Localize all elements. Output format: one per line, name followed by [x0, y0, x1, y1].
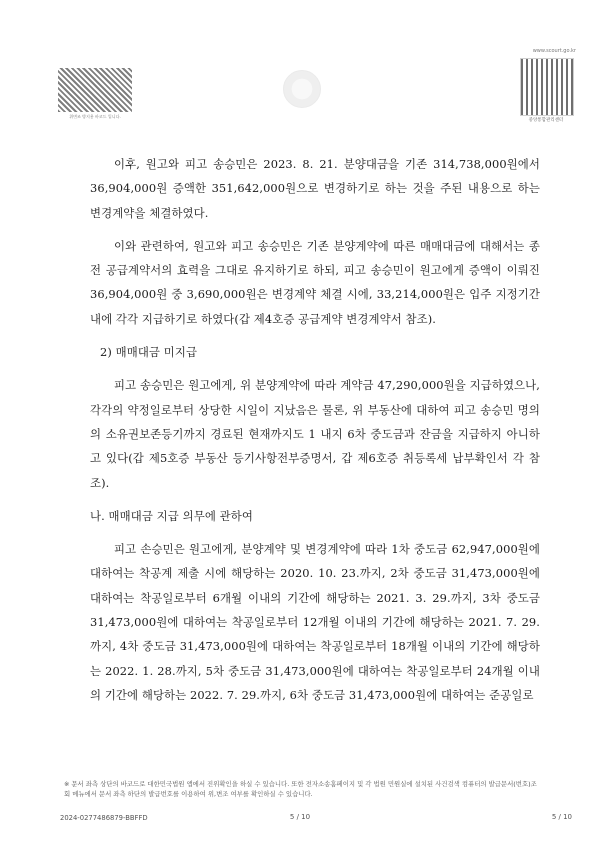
issue-number: 2024-0277486879-BBFFD [60, 814, 148, 822]
paragraph-installments: 피고 손승민은 원고에게, 분양계약 및 변경계약에 따라 1차 중도금 62,947,000원에 대하여는 착공계 제출 시에 해당하는 2020. 10. 23.까지, 2차 중도금 31,473,000원에 대하여는 착공일로부터 6개월 이내의 기간에 해당하는 2021. 3. 29.까지, 3차 중도금 31,473,000원에 대하여는 착공일로부터 12개월 이내의 기간에 해당하는 2021. 7. 29.까지, 4차 중도금 31,473,000원에 대하여는 착공일로부터 18개월 이내의 기간에 해당하는 2022. 1. 28.까지, 5차 중도금 31,473,000원에 대하여는 착공일로부터 24개월 이내의 기간에 해당하는 2022. 7. 29.까지, 6차 중도금 31,473,000원에 대하여는 준공일로 [90, 542, 540, 702]
verification-barcode-right [520, 58, 574, 116]
paragraph-payment-terms: 이와 관련하여, 원고와 피고 송승민은 기존 분양계약에 따른 매매대금에 대해서는 종전 공급계약서의 효력을 그대로 유지하기로 하되, 피고 송승민이 원고에게 증액이 이뤄진 36,904,000원 중 3,690,000원은 변경계약 체결 시에, 33,214,000원은 입주 지정기간 내에 각각 지급하기로 하였다(갑 제4호증 공급계약 변경계약서 참조). [90, 238, 540, 326]
section-heading-payment-duty: 나. 매매대금 지급 의무에 관하여 [90, 508, 253, 523]
paragraph-change-contract: 이후, 원고와 피고 송승민은 2023. 8. 21. 분양대금을 기존 314,738,000원에서 36,904,000원 증액한 351,642,000원으로 변경하기로 하는 것을 주된 내용으로 하는 변경계약을 체결하였다. [90, 157, 540, 220]
page-number-right: 5 / 10 [551, 813, 572, 821]
barcode-caption: 위변조 방지용 바코드 입니다. [69, 114, 121, 119]
document-body [90, 152, 540, 716]
page-number-center: 5 / 10 [289, 813, 311, 821]
section-heading-nonpayment: 2) 매매대금 미지급 [100, 345, 198, 360]
verification-barcode-left [58, 68, 132, 112]
verification-notice: ※ 문서 좌측 상단의 바코드로 대한민국법원 앱에서 진위확인을 하실 수 있습니다. 또한 전자소송홈페이지 및 각 법원 민원실에 설치된 사건검색 컴퓨터의 발급문서(번호)조회 메뉴에서 문서 좌측 하단의 발급번호를 이용하여 위,변조 여부를 확인하실 수 있습니다. [64, 780, 537, 798]
barcode-caption-right: 중앙통합관리센터 [528, 118, 564, 123]
paragraph-nonpayment: 피고 송승민은 원고에게, 위 분양계약에 따라 계약금 47,290,000원을 지급하였으나, 각각의 약정일로부터 상당한 시일이 지났음은 물론, 위 부동산에 대하여 피고 송승민 명의의 소유권보존등기까지 경료된 현재까지도 1 내지 6차 중도금과 잔금을 지급하지 아니하고 있다(갑 제5호증 부동산 등기사항전부증명서, 갑 제6호증 취등록세 납부확인서 각 참조). [90, 378, 540, 490]
court-seal-watermark [283, 70, 321, 108]
court-url: www.scourt.go.kr [532, 48, 576, 54]
